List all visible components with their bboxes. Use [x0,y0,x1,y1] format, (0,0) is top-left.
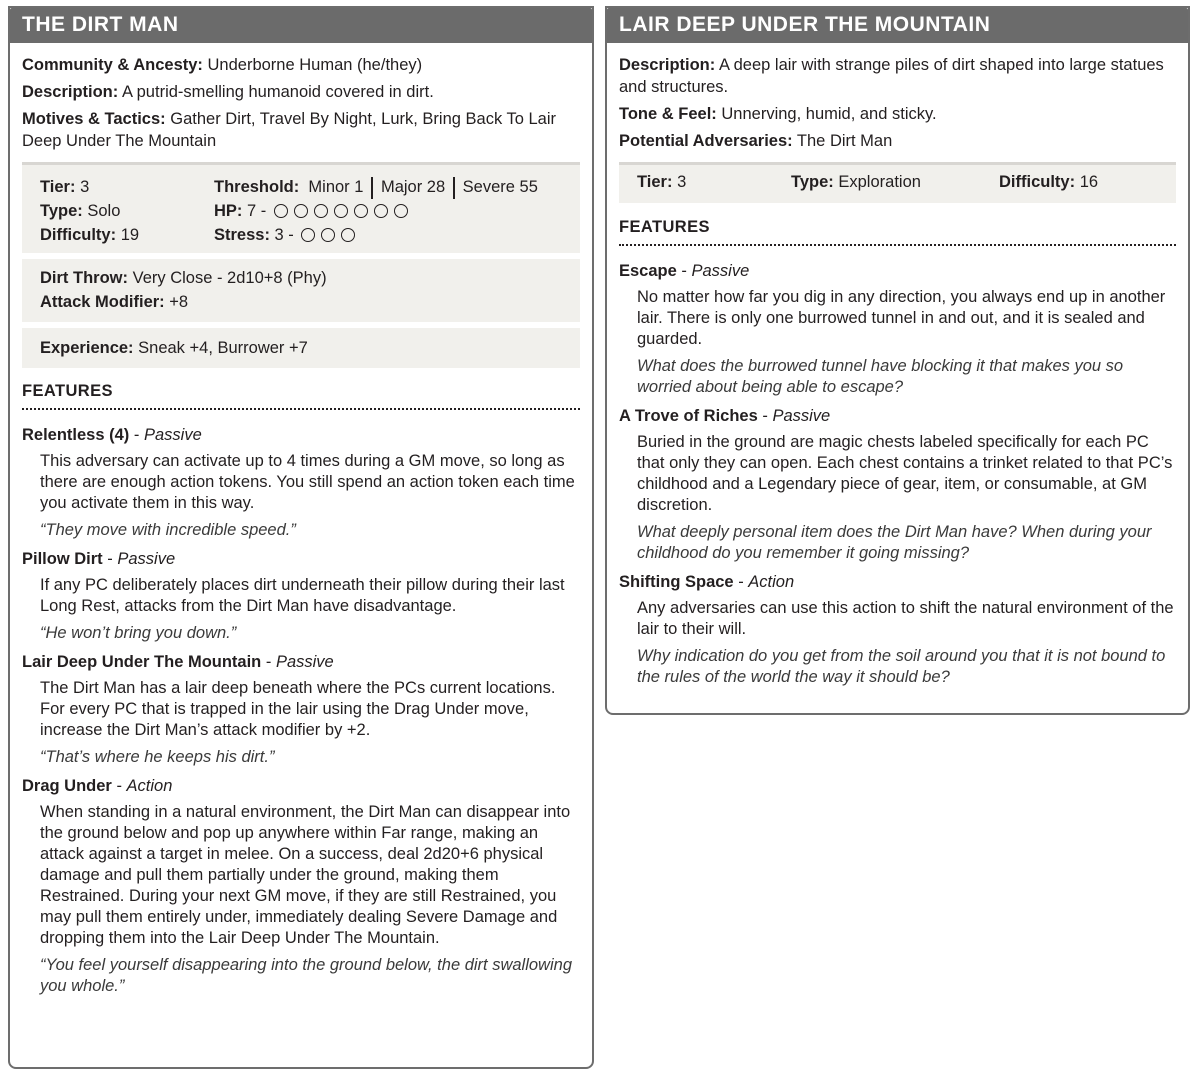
hp-circle-icon [314,204,328,218]
description-label: Description: [22,83,119,101]
hp-circle-icon [334,204,348,218]
tone-label: Tone & Feel: [619,105,717,123]
attack-name-value: Very Close - 2d10+8 (Phy) [132,269,327,287]
tier-label: Tier: [40,178,76,196]
feature-type: Passive [117,550,176,568]
feature-flavor-text: “He won’t bring you down.” [40,624,237,642]
feature-name: Relentless (4) [22,426,130,444]
environment-card-lair [605,6,1190,715]
features-list [619,260,1176,688]
feature-type: Action [126,777,173,795]
feature-item [619,571,1176,688]
hp-value: 7 - [247,202,267,220]
feature-item [619,260,1176,398]
feature-flavor-text: What does the burrowed tunnel have blocking it that makes you so worried about being able to escape? [637,357,1124,396]
tier-value: 3 [80,178,90,196]
features-heading: FEATURES [22,382,580,410]
threshold-label: Threshold: [214,178,300,196]
stats-box [22,165,580,253]
motives-label: Motives & Tactics: [22,110,166,128]
feature-title [619,260,1176,282]
feature-flavor-text: What deeply personal item does the Dirt Man have? When during your childhood do you remember it going missing? [637,523,1152,562]
feature-item [22,775,580,997]
threshold-major: Major 28 [380,178,446,196]
experience-value: Sneak +4, Burrower +7 [138,339,308,357]
type-label: Type: [40,202,83,220]
features-heading: FEATURES [619,218,1176,246]
feature-flavor-text: “You feel yourself disappearing into the ground below, the dirt swallowing you whole.” [40,956,572,995]
adversaries-value: The Dirt Man [796,132,893,150]
attack-name-label: Dirt Throw: [40,269,128,287]
attack-modifier-label: Attack Modifier: [40,293,165,311]
feature-item [619,405,1176,564]
feature-description: If any PC deliberately places dirt underneath their pillow during their last Long Rest, attacks from the Dirt Man have disadvantage. [40,576,565,615]
feature-separator: - [129,426,144,444]
difficulty-value: 16 [1079,173,1099,191]
threshold-separator [371,177,373,199]
feature-separator: - [261,653,276,671]
attack-box [22,259,580,322]
feature-description: The Dirt Man has a lair deep beneath where the PCs current locations. For every PC that is trapped in the lair using the Drag Under move, increase the Dirt Man’s attack modifier by +2. [40,679,556,739]
tier-value: 3 [677,173,687,191]
feature-title [619,571,1176,593]
feature-separator: - [102,550,118,568]
experience-label: Experience: [40,339,134,357]
feature-item [22,548,580,644]
difficulty-label: Difficulty: [999,173,1076,191]
feature-description: When standing in a natural environment, the Dirt Man can disappear into the ground below and pop up anywhere within Far range, making an attack against a target in melee. On a success, deal 2d20+6 physical damage and pull them partially under the ground, making them Restrained. During your next GM move, if they are still Restrained, you may pull them entirely under, immediately dealing Severe Damage and dropping them into the Lair Deep Under The Mountain. [40,803,571,947]
hp-label: HP: [214,202,243,220]
threshold-minor: Minor 1 [308,178,364,196]
feature-type: Action [748,573,795,591]
feature-name: Lair Deep Under The Mountain [22,653,262,671]
hp-circle-icon [394,204,408,218]
feature-description: Any adversaries can use this action to shift the natural environment of the lair to their will. [637,599,1174,638]
adversaries-label: Potential Adversaries: [619,132,793,150]
stress-row [214,223,538,247]
feature-item [22,651,580,768]
feature-name: Shifting Space [619,573,734,591]
feature-type: Passive [691,262,750,280]
description-value: A putrid-smelling humanoid covered in dirt. [121,83,434,101]
feature-separator: - [733,573,749,591]
threshold-row [214,175,538,199]
feature-title [22,548,580,570]
stress-tracker [298,226,358,244]
adversary-card-dirt-man [8,6,594,1069]
tier-label: Tier: [637,173,673,191]
description-label: Description: [619,56,716,74]
feature-name: Drag Under [22,777,112,795]
adversaries-line [619,130,1176,152]
threshold-severe: Severe 55 [462,178,538,196]
stress-circle-icon [341,228,355,242]
motives-value: Gather Dirt, Travel By Night, Lurk, Bring Back To Lair Deep Under The Mountain [22,110,557,150]
type-value: Exploration [838,173,921,191]
feature-title [22,775,580,797]
feature-item [22,424,580,541]
feature-name: Escape [619,262,677,280]
hp-circle-icon [294,204,308,218]
feature-separator: - [676,262,692,280]
hp-tracker [271,202,411,220]
stress-circle-icon [321,228,335,242]
type-label: Type: [791,173,834,191]
stress-value: 3 - [274,226,294,244]
motives-line [22,108,580,152]
feature-type: Passive [772,407,831,425]
feature-flavor-text: “That’s where he keeps his dirt.” [40,748,275,766]
feature-title [22,651,580,673]
difficulty-label: Difficulty: [40,226,117,244]
feature-description: Buried in the ground are magic chests labeled specifically for each PC that only they can open. Each chest contains a trinket related to that PC’s childhood and a Legendary piece of gear, item, or consumable, at GM discretion. [637,433,1173,514]
feature-name: Pillow Dirt [22,550,103,568]
hp-circle-icon [374,204,388,218]
feature-flavor-text: Why indication do you get from the soil around you that it is not bound to the rules of the world the way it should be? [637,647,1166,686]
description-value: A deep lair with strange piles of dirt shaped into large statues and structures. [619,56,1164,96]
features-list [22,424,580,997]
feature-title [22,424,580,446]
difficulty-value: 19 [120,226,140,244]
community-label: Community & Ancesty: [22,56,203,74]
description-line [22,81,580,103]
stress-circle-icon [301,228,315,242]
feature-description: No matter how far you dig in any direction, you always end up in another lair. There is only one burrowed tunnel in and out, and it is sealed and guarded. [637,288,1166,348]
tone-line [619,103,1176,125]
feature-type: Passive [275,653,334,671]
community-line [22,54,580,76]
feature-separator: - [757,407,773,425]
threshold-separator [453,177,455,199]
type-value: Solo [87,202,121,220]
feature-type: Passive [143,426,202,444]
attack-modifier-value: +8 [169,293,189,311]
hp-circle-icon [354,204,368,218]
experience-box [22,328,580,368]
hp-circle-icon [274,204,288,218]
tone-value: Unnerving, humid, and sticky. [721,105,937,123]
community-value: Underborne Human (he/they) [207,56,423,74]
feature-title [619,405,1176,427]
feature-name: A Trove of Riches [619,407,758,425]
stress-label: Stress: [214,226,270,244]
card-title: LAIR DEEP UNDER THE MOUNTAIN [607,8,1188,43]
feature-separator: - [111,777,127,795]
feature-flavor-text: “They move with incredible speed.” [40,521,296,539]
stats-box [619,165,1176,203]
feature-description: This adversary can activate up to 4 times during a GM move, so long as there are enough action tokens. You still spend an action token each time you activate them in this way. [40,452,575,512]
description-line [619,54,1176,98]
hp-row [214,199,538,223]
card-title: THE DIRT MAN [10,8,592,43]
